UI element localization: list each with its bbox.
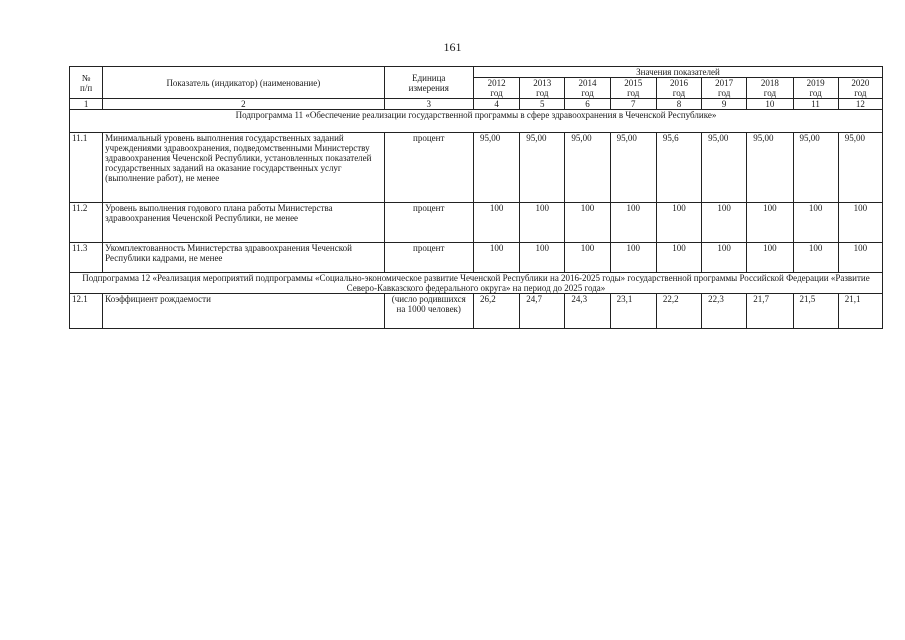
value-cell: 100 [747, 203, 793, 243]
value-cell: 100 [793, 203, 838, 243]
header-year-2014 [565, 78, 610, 99]
header-year-2016 [656, 78, 701, 99]
year-suffix: год [809, 88, 822, 98]
table-row [70, 294, 883, 329]
value-cell: 21,7 [747, 294, 793, 329]
header-year-2012 [473, 78, 519, 99]
value-cell: 100 [656, 203, 701, 243]
header-year-2018 [747, 78, 793, 99]
year-label: 2017 [715, 78, 734, 88]
value-cell: 100 [610, 203, 656, 243]
value-cell: 100 [656, 243, 701, 273]
value-cell: 22,3 [702, 294, 747, 329]
header-year-2013 [520, 78, 565, 99]
value-cell: 21,5 [793, 294, 838, 329]
value-cell: 100 [520, 243, 565, 273]
column-index-11: 11 [793, 99, 838, 110]
page-number: 161 [443, 40, 462, 54]
value-cell: 100 [520, 203, 565, 243]
value-cell: 95,00 [838, 133, 882, 203]
column-index-7: 7 [610, 99, 656, 110]
table-row [70, 243, 883, 273]
column-index-10: 10 [747, 99, 793, 110]
header-unit [384, 67, 473, 99]
row-number: 12.1 [70, 294, 103, 329]
value-cell: 24,7 [520, 294, 565, 329]
value-cell: 100 [565, 243, 610, 273]
unit: (число родившихся на 1000 человек) [384, 294, 473, 329]
column-index-8: 8 [656, 99, 701, 110]
value-cell: 95,00 [702, 133, 747, 203]
header-num [70, 67, 103, 99]
header-row-1 [70, 67, 883, 78]
value-cell: 95,00 [747, 133, 793, 203]
value-cell: 100 [838, 243, 882, 273]
value-cell: 22,2 [656, 294, 701, 329]
year-label: 2012 [487, 78, 506, 88]
column-index-6: 6 [565, 99, 610, 110]
column-index-12: 12 [838, 99, 882, 110]
value-cell: 24,3 [565, 294, 610, 329]
year-suffix: год [763, 88, 777, 98]
value-cell: 100 [473, 203, 519, 243]
value-cell: 95,00 [520, 133, 565, 203]
header-unit-line1: Единица [412, 72, 446, 83]
indicator-name: Укомплектованность Министерства здравоохранения Чеченской Республики кадрами, не менее [103, 243, 384, 273]
subprogram-11-title: Подпрограмма 11 «Обеспечение реализации государственной программы в сфере здравоохранения в Чеченской Республике» [70, 110, 883, 133]
row-number: 11.2 [70, 203, 103, 243]
unit: процент [384, 243, 473, 273]
year-suffix: год [581, 88, 594, 98]
row-number: 11.1 [70, 133, 103, 203]
subprogram-12-title: Подпрограмма 12 «Реализация мероприятий подпрограммы «Социально-экономическое развитие Чеченской Республики на 2016-2025 годы» государственной программы Российской Федерации «Развитие Северо-Кавказского федерального округа» на период до 2025 года» [70, 273, 883, 294]
unit: процент [384, 133, 473, 203]
table-row [70, 133, 883, 203]
value-cell: 95,00 [473, 133, 519, 203]
column-index-3: 3 [384, 99, 473, 110]
value-cell: 100 [793, 243, 838, 273]
subprogram-12-row [70, 273, 883, 294]
year-label: 2018 [760, 78, 779, 88]
year-label: 2020 [851, 78, 870, 88]
year-suffix: год [718, 88, 731, 98]
indicator-name: Коэффициент рождаемости [103, 294, 384, 329]
indicator-name: Минимальный уровень выполнения государственных заданий учреждениями здравоохранения, подведомственными Министерству здравоохранения Чеченской Республики, установленных показателей государственных заданий на оказание государственных услуг (выполнение работ), не менее [103, 133, 384, 203]
column-index-row [70, 99, 883, 110]
column-index-9: 9 [702, 99, 747, 110]
year-label: 2013 [533, 78, 552, 88]
header-num-line2: п/п [80, 82, 93, 93]
value-cell: 23,1 [610, 294, 656, 329]
column-index-5: 5 [520, 99, 565, 110]
unit: процент [384, 203, 473, 243]
value-cell: 100 [747, 243, 793, 273]
header-year-2017 [702, 78, 747, 99]
value-cell: 95,00 [565, 133, 610, 203]
header-year-2019 [793, 78, 838, 99]
column-index-4: 4 [473, 99, 519, 110]
value-cell: 95,6 [656, 133, 701, 203]
header-unit-line2: измерения [408, 82, 449, 93]
indicators-table [69, 66, 883, 329]
value-cell: 95,00 [610, 133, 656, 203]
header-year-2020 [838, 78, 882, 99]
table-row [70, 203, 883, 243]
value-cell: 100 [838, 203, 882, 243]
value-cell: 100 [610, 243, 656, 273]
value-cell: 95,00 [793, 133, 838, 203]
year-suffix: год [627, 88, 640, 98]
year-suffix: год [536, 88, 549, 98]
header-values-group: Значения показателей [473, 67, 882, 78]
column-index-2: 2 [103, 99, 384, 110]
header-indicator: Показатель (индикатор) (наименование) [103, 67, 384, 99]
value-cell: 26,2 [473, 294, 519, 329]
value-cell: 100 [702, 203, 747, 243]
value-cell: 100 [702, 243, 747, 273]
value-cell: 100 [565, 203, 610, 243]
subprogram-11-row [70, 110, 883, 133]
year-suffix: год [490, 88, 503, 98]
header-num-line1: № [81, 72, 91, 83]
year-label: 2014 [578, 78, 597, 88]
year-suffix: год [854, 88, 867, 98]
value-cell: 21,1 [838, 294, 882, 329]
year-label: 2015 [624, 78, 643, 88]
column-index-1: 1 [70, 99, 103, 110]
year-label: 2019 [806, 78, 825, 88]
row-number: 11.3 [70, 243, 103, 273]
year-suffix: год [672, 88, 686, 98]
indicator-name: Уровень выполнения годового плана работы Министерства здравоохранения Чеченской Республики, не менее [103, 203, 384, 243]
value-cell: 100 [473, 243, 519, 273]
year-label: 2016 [669, 78, 688, 88]
header-year-2015 [610, 78, 656, 99]
